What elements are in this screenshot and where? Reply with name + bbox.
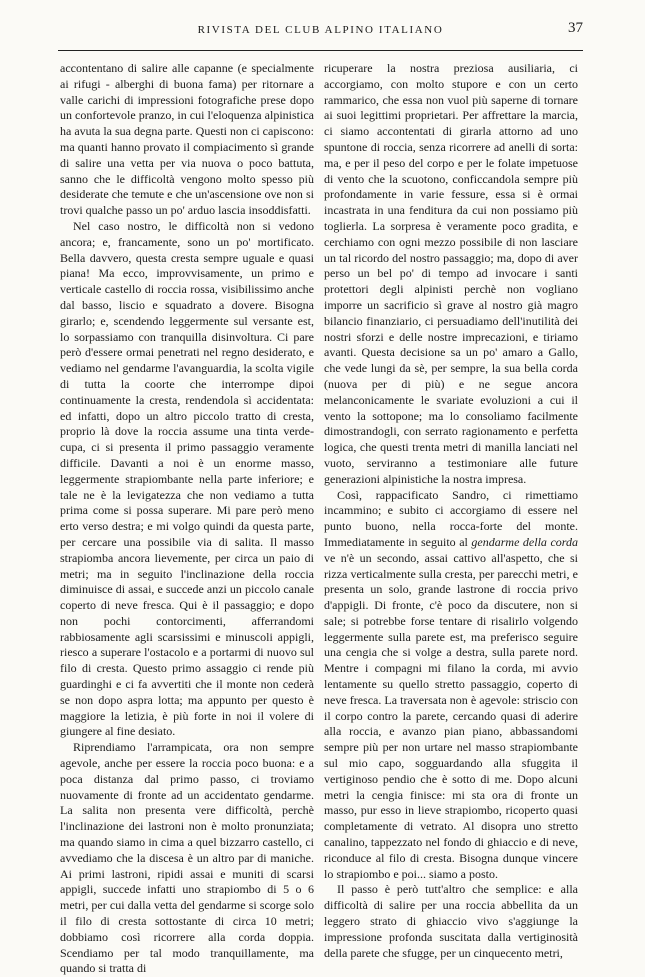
paragraph: ricuperare la nostra preziosa ausiliaria, ci accorgiamo, con molto stupore e con un certo rammarico, che essa non vuol più saperne di tornare ai suoi legittimi proprietari. Per affrettare la marcia, ci siamo accontentati di girarla attorno ad uno spuntone di roccia, senza ricorrere ad anelli di sorta: ma, e per il peso del corpo e per le folate impetuose di vento che la scuotono, conficcandola sempre più profondamente in varie fessure, essa si è ormai incastrata in una fenditura da cui non possiamo più toglierla. La sorpresa è veramente poco gradita, e cerchiamo con ogni mezzo possibile di non lasciare un tal ricordo del nostro passaggio; ma, dopo di aver perso un bel po' di tempo ad invocare i santi protettori degli alpinisti perchè non vogliano imporre un sacrificio sì grave al nostro già magro bilancio finanziario, ci persuadiamo dell'inutilità dei nostri sforzi e delle nostre imprecazioni, e tiriamo avanti. Questa decisione sa un po' amaro a Gallo, che vede lungi da sè, per sempre, la sua bella corda (nuova per di più) e ne segue ancora melanconicamente le svariate evoluzioni a cui il vento la sottopone; ma lo consoliamo facilmente dimostrandogli, con serrato ragionamento e perfetta logica, che questi trenta metri di manilla lanciati nel vuoto, serviranno a testimoniare alle future generazioni alpinistiche la nostra impresa.: [324, 61, 578, 486]
paragraph: Nel caso nostro, le difficoltà non si vedono ancora; e, francamente, sono un po' mortificato. Bella davvero, questa cresta sempre uguale e quasi piana! Ma ecco, improvvisamente, un primo e verticale castello di roccia rossa, visibilissimo anche dal basso, liscio e squadrato a dovere. Bisogna girarlo; e, scendendo leggermente sul versante est, lo sorpassiamo con tranquilla disinvoltura. Ci pare però d'essere ormai penetrati nel regno desiderato, e vediamo nel gendarme l'avanguardia, la scolta vigile di tutta la coorte che interrompe dipoi continuamente la cresta, rendendola sì accidentata: ed infatti, dopo un altro piccolo tratto di cresta, proprio là dove la roccia assume una tinta verde-cupa, ci si presenta il primo passaggio veramente difficile. Davanti a noi è un enorme masso, leggermente strapiombante nella parte inferiore; e tale ne è la levigatezza che non vediamo a tutta prima come si possa superare. Mi pare però meno erto verso destra; e mi volgo quindi da questa parte, per cercare una possibile via di salita. Il masso strapiomba ancora lievemente, per circa un paio di metri; ma in seguito l'inclinazione della roccia diminuisce di assai, e succede anzi un piccolo canale coperto di neve fresca. Qui è il passaggio; e dopo non pochi contorcimenti, afferrandomi rabbiosamente agli scarsissimi e minuscoli appigli, riesco a superare l'ostacolo e a portarmi di nuovo sul filo di cresta. Questo primo assaggio ci rende più guardinghi e ci fa avvertiti che il monte non cederà se non dopo aspra lotta; ma appunto per questo è maggiore la letizia, è più forte in noi il volere di giungere al fine desiato.: [60, 218, 314, 739]
header-rule: [58, 50, 583, 51]
page-header: [58, 20, 583, 44]
running-title: RIVISTA DEL CLUB ALPINO ITALIANO: [197, 24, 444, 36]
right-column: [324, 61, 578, 961]
italic-term: gendarme della corda: [471, 534, 578, 549]
paragraph-text: ve n'è un secondo, assai cattivo all'aspetto, che si rizza verticalmente sulla cresta, per parecchi metri, e presenta un solo, grande lastrone di roccia privo d'appigli. Di fronte, c'è poco da discutere, non si sale; si potrebbe forse tentare di risalirlo volgendo leggermente sulla parete est, ma preferisco seguire una cengia che si volge a destra, sulla parete nord. Mentre i compagni mi filano la corda, mi avvio lentamente su quello stretto passaggio, coperto di neve fresca. La traversata non è agevole: striscio con il corpo contro la parete, cercando quasi di aderire alla roccia, e avanzo pian piano, abbassandomi sempre più per non urtare nel masso strapiombante sul mio capo, sogguardando alla sfuggita il vertiginoso pendio che è sotto di me. Dopo alcuni metri la cengia finisce: mi sta ora di fronte un masso, pur esso in lieve strapiombo, ricoperto quasi completamente di vetrato. Al disopra uno stretto canalino, tappezzato nel fondo di ghiaccio e di neve, riconduce al filo di cresta. Bisogna dunque vincere lo strapiombo e poi... siamo a posto.: [324, 550, 578, 881]
paragraph: Il passo è però tutt'altro che semplice: e alla difficoltà di salire per una roccia abbellita da un leggero strato di ghiaccio vivo s'aggiunge la impressione profonda suscitata dalla vertiginosità della parete che sfugge, per un cinquecento metri,: [324, 882, 578, 960]
page-number: 37: [568, 20, 583, 36]
paragraph-text: Così, rappacificato Sandro, ci rimettiamo incammino; e subito ci accorgiamo di essere nel punto buono, nella rocca-forte del monte. Immediatamente in seguito al: [324, 487, 578, 549]
paragraph: Riprendiamo l'arrampicata, ora non sempre agevole, anche per essere la roccia poco buona: e a poca distanza dal primo passo, ci troviamo nuovamente di fronte ad un accidentato gendarme. La salita non presenta vere difficoltà, perchè l'inclinazione dei lastroni non è molto pronunziata; ma quando siamo in cima a quel bizzarro castello, ci avvediamo che la discesa è un altro par di maniche. Ai primi lastroni, ripidi assai e muniti di scarsi appigli, succede infatti uno strapiombo di 5 o 6 metri, per cui dalla vetta del gendarme si scorge solo il filo di cresta sottostante di circa 10 metri; dobbiamo così ricorrere alla corda doppia. Scendiamo per tal modo tranquillamente, ma quando si tratta di: [60, 740, 314, 976]
paragraph: [324, 488, 578, 883]
paragraph: accontentano di salire alle capanne (e specialmente ai rifugi - alberghi di buona fama) per ritornare a valle carichi di impressioni fotografiche prese dopo un confortevole pranzo, in cui l'eloquenza alpinistica ha avuta la sua degna parte. Questi non ci capiscono: ma quanti hanno provato il compiacimento sì grande di salire una vetta per via nuova o poco battuta, sanno che le difficoltà vengono molto spesso più desiderate che temute e che un'ascensione ove non si trovi qualche passo un po' arduo lascia insoddisfatti.: [60, 61, 314, 218]
left-column: [60, 61, 314, 977]
